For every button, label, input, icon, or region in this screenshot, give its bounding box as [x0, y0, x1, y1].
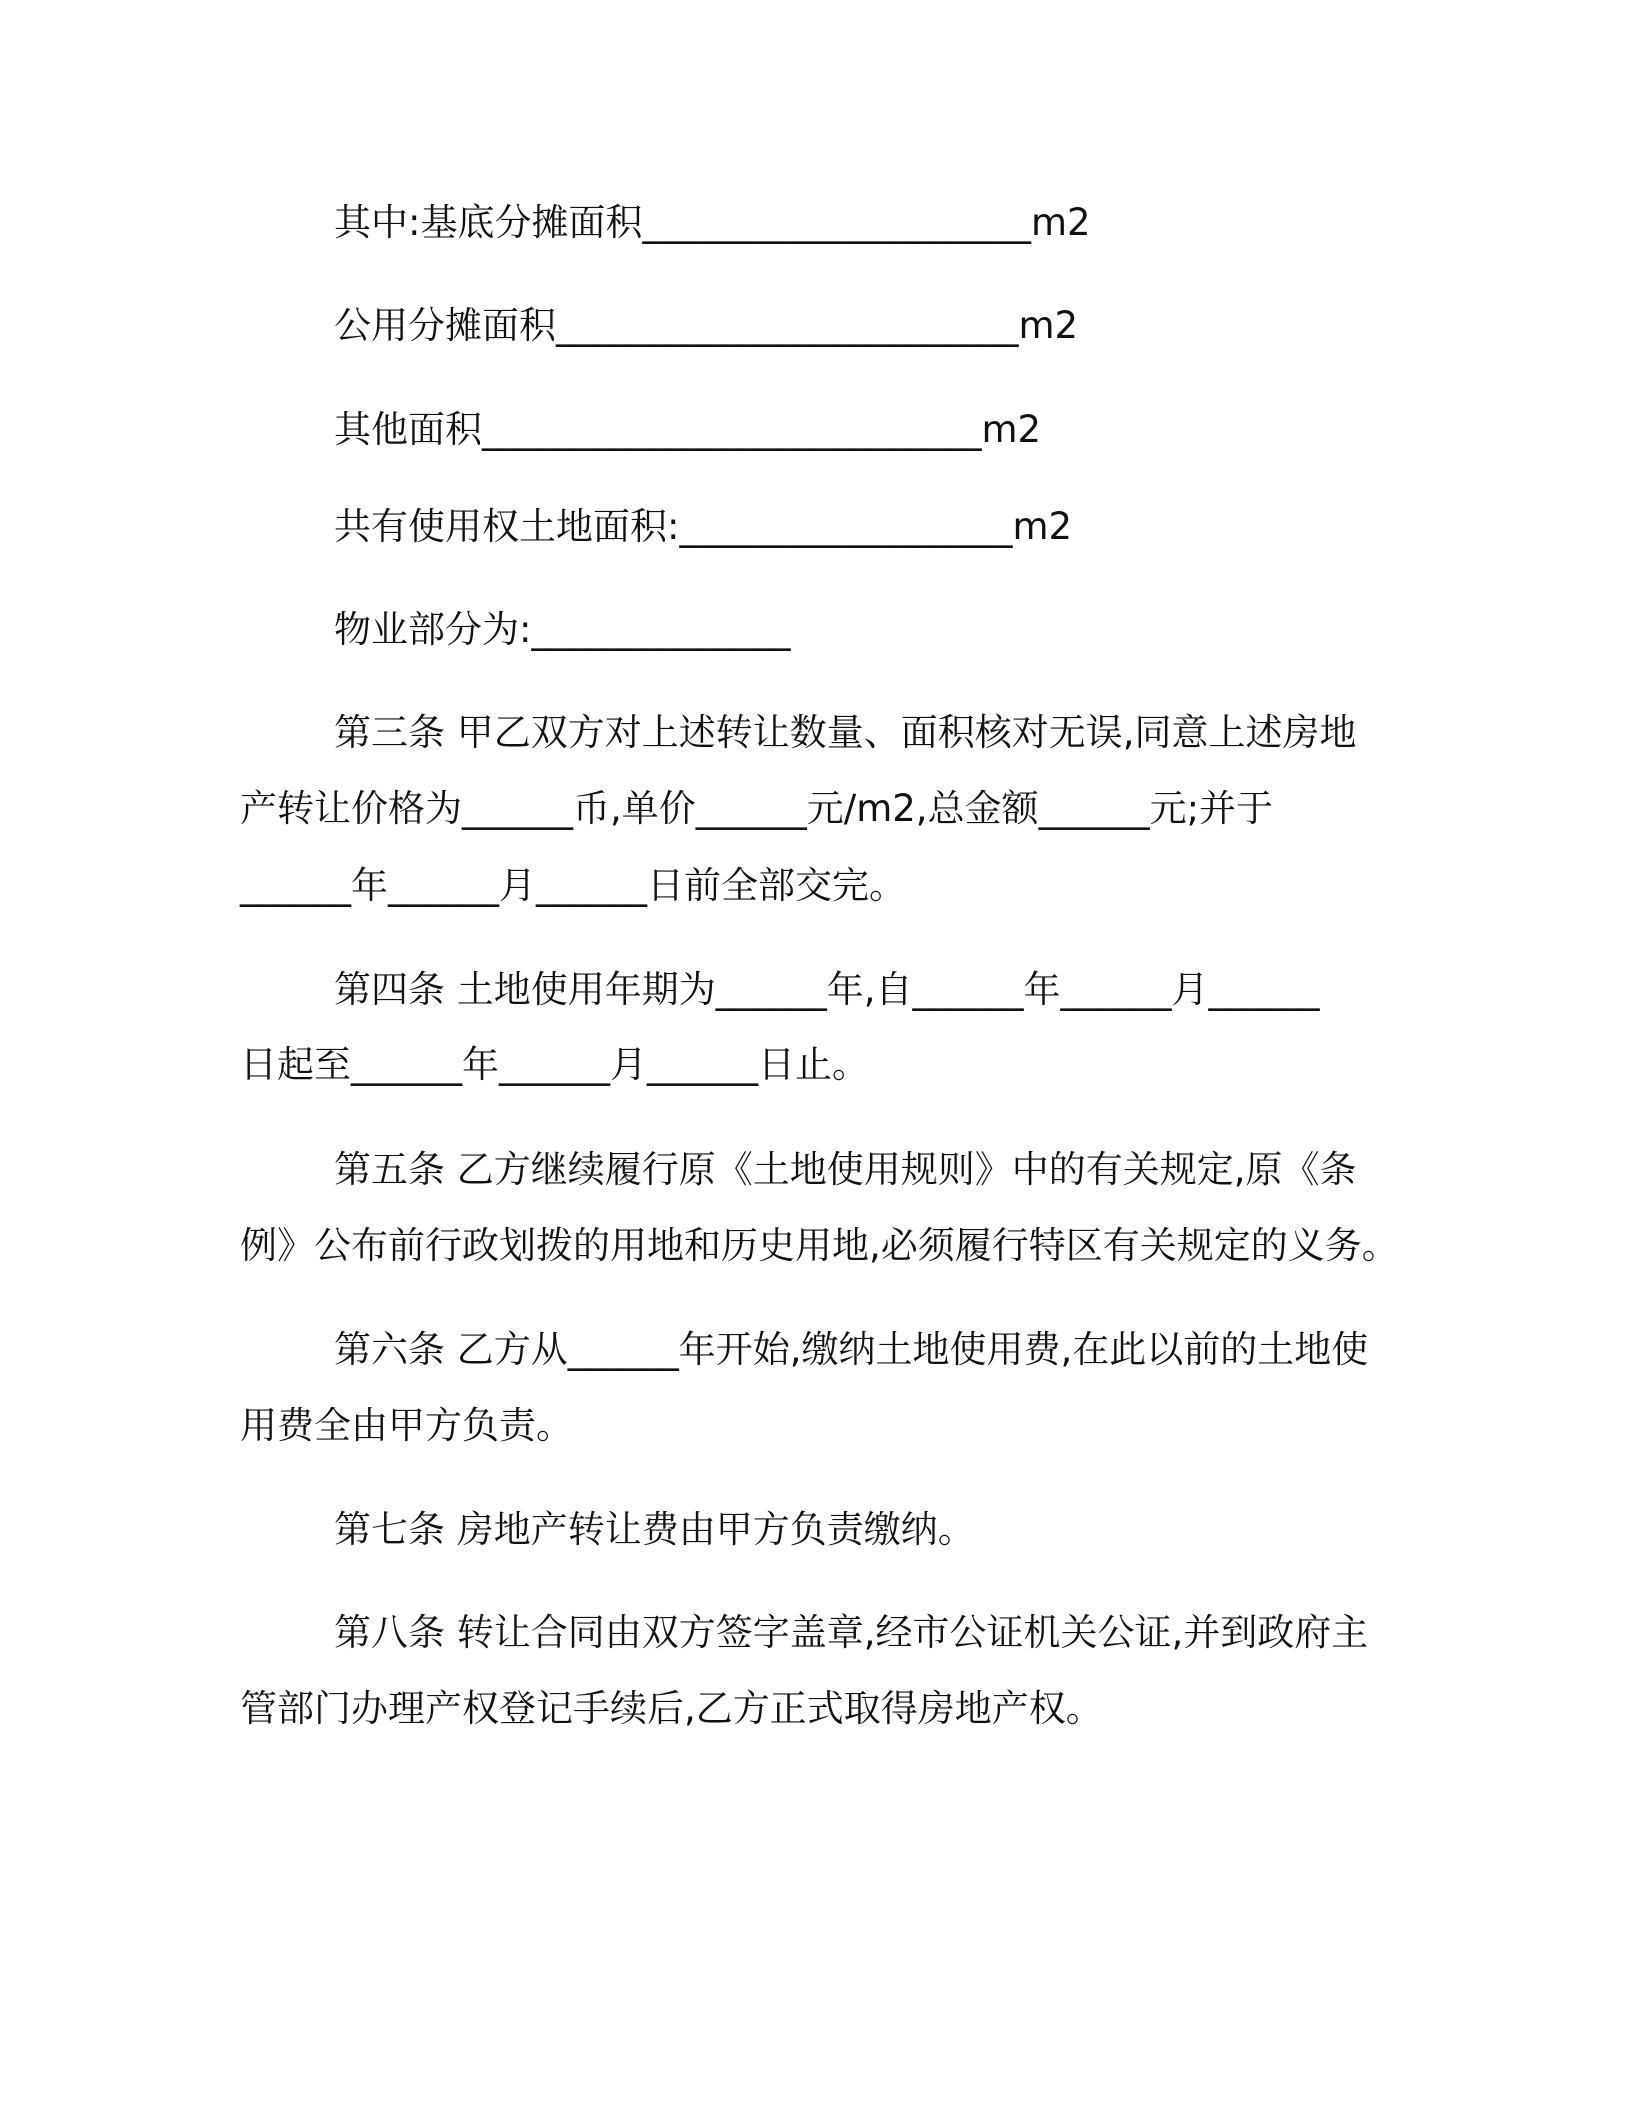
- area-line-base-share: 其中:基底分摊面积_____________________m2: [334, 201, 1091, 244]
- article-4-line-1: 第四条 土地使用年期为______年,自______年______月______: [334, 968, 1320, 1011]
- area-line-other: 其他面积___________________________m2: [334, 408, 1042, 451]
- article-7-line-1: 第七条 房地产转让费由甲方负责缴纳。: [334, 1508, 975, 1551]
- article-5-line-1: 第五条 乙方继续履行原《土地使用规则》中的有关规定,原《条: [334, 1148, 1357, 1191]
- article-6-line-2: 用费全由甲方负责。: [240, 1404, 573, 1447]
- area-line-public-share: 公用分摊面积_________________________m2: [334, 304, 1079, 347]
- article-8-line-1: 第八条 转让合同由双方签字盖章,经市公证机关公证,并到政府主: [334, 1611, 1369, 1654]
- area-line-property-part: 物业部分为:______________: [334, 608, 791, 651]
- article-3-line-3: ______年______月______日前全部交完。: [240, 864, 906, 907]
- article-4-line-2: 日起至______年______月______日止。: [240, 1043, 869, 1086]
- article-8-line-2: 管部门办理产权登记手续后,乙方正式取得房地产权。: [240, 1687, 1103, 1730]
- article-6-line-1: 第六条 乙方从______年开始,缴纳土地使用费,在此以前的土地使: [334, 1328, 1369, 1371]
- article-3-line-1: 第三条 甲乙双方对上述转让数量、面积核对无误,同意上述房地: [334, 711, 1357, 754]
- area-line-shared-land: 共有使用权土地面积:__________________m2: [334, 505, 1073, 548]
- article-3-line-2: 产转让价格为______币,单价______元/m2,总金额______元;并于: [240, 787, 1274, 830]
- article-5-line-2: 例》公布前行政划拨的用地和历史用地,必须履行特区有关规定的义务。: [240, 1224, 1399, 1267]
